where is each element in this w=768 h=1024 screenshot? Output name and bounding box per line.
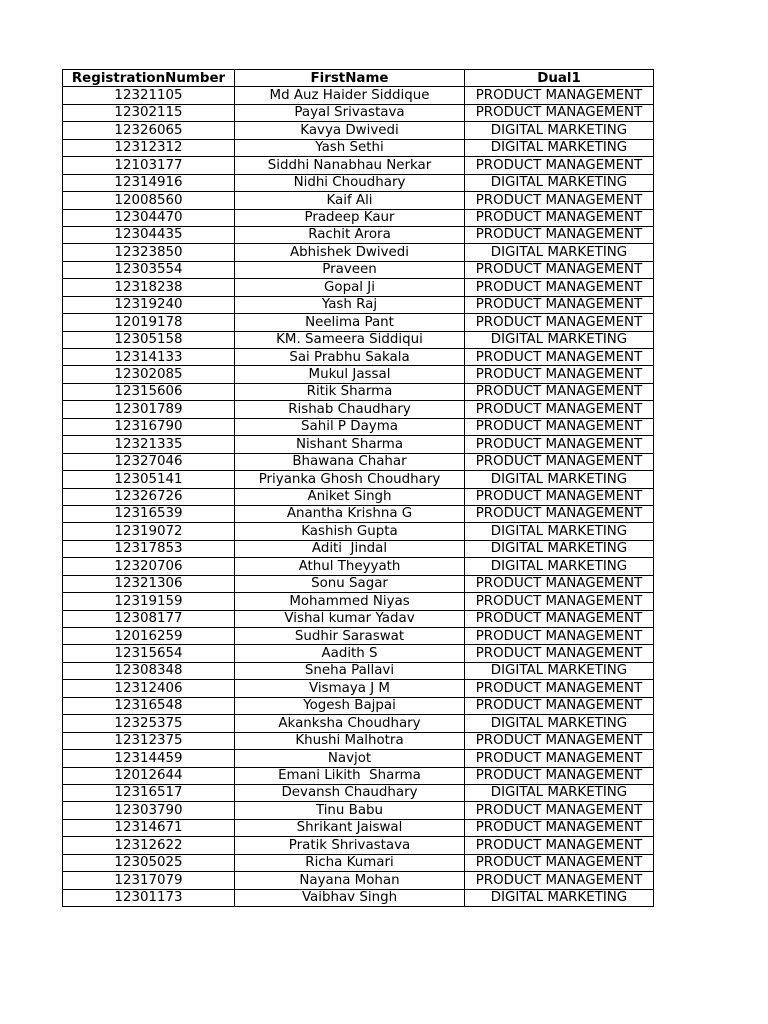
registration-number-cell: 12326065: [63, 122, 235, 139]
first-name-cell: Kavya Dwivedi: [235, 122, 465, 139]
registration-number-cell: 12319072: [63, 523, 235, 540]
registration-number-cell: 12301789: [63, 401, 235, 418]
first-name-cell: Payal Srivastava: [235, 104, 465, 121]
first-name-cell: Yogesh Bajpai: [235, 697, 465, 714]
dual1-cell: PRODUCT MANAGEMENT: [465, 418, 654, 435]
table-row: [63, 715, 654, 732]
header-first-name: FirstName: [235, 70, 465, 87]
table-row: [63, 139, 654, 156]
dual1-cell: PRODUCT MANAGEMENT: [465, 680, 654, 697]
first-name-cell: Anantha Krishna G: [235, 505, 465, 522]
first-name-cell: Rishab Chaudhary: [235, 401, 465, 418]
first-name-cell: Shrikant Jaiswal: [235, 819, 465, 836]
registration-number-cell: 12008560: [63, 192, 235, 209]
registration-number-cell: 12312406: [63, 680, 235, 697]
registration-number-cell: 12305158: [63, 331, 235, 348]
dual1-cell: PRODUCT MANAGEMENT: [465, 767, 654, 784]
first-name-cell: Bhawana Chahar: [235, 453, 465, 470]
dual1-cell: DIGITAL MARKETING: [465, 139, 654, 156]
dual1-cell: PRODUCT MANAGEMENT: [465, 296, 654, 313]
table-row: [63, 732, 654, 749]
registration-number-cell: 12305025: [63, 854, 235, 871]
first-name-cell: Yash Sethi: [235, 139, 465, 156]
registration-number-cell: 12315654: [63, 645, 235, 662]
first-name-cell: Nishant Sharma: [235, 436, 465, 453]
registration-number-cell: 12312312: [63, 139, 235, 156]
dual1-cell: PRODUCT MANAGEMENT: [465, 192, 654, 209]
first-name-cell: Tinu Babu: [235, 802, 465, 819]
dual1-cell: PRODUCT MANAGEMENT: [465, 697, 654, 714]
registration-table: [62, 69, 654, 907]
table-row: [63, 436, 654, 453]
registration-number-cell: 12303554: [63, 261, 235, 278]
dual1-cell: PRODUCT MANAGEMENT: [465, 628, 654, 645]
first-name-cell: Praveen: [235, 261, 465, 278]
first-name-cell: Vismaya J M: [235, 680, 465, 697]
table-row: [63, 453, 654, 470]
table-row: [63, 854, 654, 871]
dual1-cell: DIGITAL MARKETING: [465, 662, 654, 679]
table-row: [63, 174, 654, 191]
registration-number-cell: 12305141: [63, 471, 235, 488]
table-row: [63, 401, 654, 418]
table-row: [63, 575, 654, 592]
first-name-cell: Aditi Jindal: [235, 540, 465, 557]
table-row: [63, 750, 654, 767]
dual1-cell: PRODUCT MANAGEMENT: [465, 575, 654, 592]
dual1-cell: PRODUCT MANAGEMENT: [465, 261, 654, 278]
table-row: [63, 383, 654, 400]
first-name-cell: Mukul Jassal: [235, 366, 465, 383]
first-name-cell: Sudhir Saraswat: [235, 628, 465, 645]
dual1-cell: DIGITAL MARKETING: [465, 540, 654, 557]
registration-number-cell: 12312622: [63, 837, 235, 854]
table-row: [63, 645, 654, 662]
table-row: [63, 471, 654, 488]
first-name-cell: Gopal Ji: [235, 279, 465, 296]
table-row: [63, 610, 654, 627]
dual1-cell: DIGITAL MARKETING: [465, 244, 654, 261]
table-row: [63, 523, 654, 540]
registration-number-cell: 12303790: [63, 802, 235, 819]
dual1-cell: PRODUCT MANAGEMENT: [465, 314, 654, 331]
first-name-cell: Nayana Mohan: [235, 872, 465, 889]
first-name-cell: Sai Prabhu Sakala: [235, 349, 465, 366]
dual1-cell: PRODUCT MANAGEMENT: [465, 732, 654, 749]
table-body: [63, 87, 654, 907]
first-name-cell: Athul Theyyath: [235, 558, 465, 575]
first-name-cell: Md Auz Haider Siddique: [235, 87, 465, 104]
registration-number-cell: 12304470: [63, 209, 235, 226]
dual1-cell: PRODUCT MANAGEMENT: [465, 593, 654, 610]
registration-number-cell: 12316517: [63, 784, 235, 801]
table-row: [63, 314, 654, 331]
registration-number-cell: 12316539: [63, 505, 235, 522]
registration-number-cell: 12314916: [63, 174, 235, 191]
first-name-cell: Nidhi Choudhary: [235, 174, 465, 191]
first-name-cell: Vishal kumar Yadav: [235, 610, 465, 627]
registration-number-cell: 12304435: [63, 226, 235, 243]
first-name-cell: Sneha Pallavi: [235, 662, 465, 679]
table-row: [63, 418, 654, 435]
registration-number-cell: 12317853: [63, 540, 235, 557]
table-header: [63, 70, 654, 87]
registration-number-cell: 12316790: [63, 418, 235, 435]
first-name-cell: Vaibhav Singh: [235, 889, 465, 906]
dual1-cell: DIGITAL MARKETING: [465, 784, 654, 801]
table-row: [63, 279, 654, 296]
table-row: [63, 331, 654, 348]
dual1-cell: DIGITAL MARKETING: [465, 523, 654, 540]
registration-number-cell: 12314133: [63, 349, 235, 366]
first-name-cell: Akanksha Choudhary: [235, 715, 465, 732]
table-row: [63, 872, 654, 889]
first-name-cell: Mohammed Niyas: [235, 593, 465, 610]
first-name-cell: Siddhi Nanabhau Nerkar: [235, 157, 465, 174]
dual1-cell: PRODUCT MANAGEMENT: [465, 366, 654, 383]
registration-number-cell: 12325375: [63, 715, 235, 732]
registration-number-cell: 12318238: [63, 279, 235, 296]
dual1-cell: DIGITAL MARKETING: [465, 122, 654, 139]
dual1-cell: DIGITAL MARKETING: [465, 715, 654, 732]
dual1-cell: PRODUCT MANAGEMENT: [465, 610, 654, 627]
registration-number-cell: 12308177: [63, 610, 235, 627]
registration-number-cell: 12103177: [63, 157, 235, 174]
dual1-cell: PRODUCT MANAGEMENT: [465, 157, 654, 174]
table-row: [63, 593, 654, 610]
table-row: [63, 784, 654, 801]
registration-number-cell: 12317079: [63, 872, 235, 889]
registration-number-cell: 12320706: [63, 558, 235, 575]
table-row: [63, 157, 654, 174]
header-dual1: Dual1: [465, 70, 654, 87]
table-row: [63, 802, 654, 819]
dual1-cell: PRODUCT MANAGEMENT: [465, 488, 654, 505]
table-row: [63, 889, 654, 906]
dual1-cell: PRODUCT MANAGEMENT: [465, 383, 654, 400]
table-row: [63, 488, 654, 505]
first-name-cell: Ritik Sharma: [235, 383, 465, 400]
table-row: [63, 837, 654, 854]
table-row: [63, 540, 654, 557]
dual1-cell: PRODUCT MANAGEMENT: [465, 226, 654, 243]
dual1-cell: PRODUCT MANAGEMENT: [465, 349, 654, 366]
first-name-cell: KM. Sameera Siddiqui: [235, 331, 465, 348]
first-name-cell: Rachit Arora: [235, 226, 465, 243]
dual1-cell: PRODUCT MANAGEMENT: [465, 837, 654, 854]
dual1-cell: DIGITAL MARKETING: [465, 558, 654, 575]
dual1-cell: PRODUCT MANAGEMENT: [465, 104, 654, 121]
first-name-cell: Kashish Gupta: [235, 523, 465, 540]
dual1-cell: PRODUCT MANAGEMENT: [465, 453, 654, 470]
dual1-cell: PRODUCT MANAGEMENT: [465, 854, 654, 871]
first-name-cell: Devansh Chaudhary: [235, 784, 465, 801]
registration-number-cell: 12019178: [63, 314, 235, 331]
table-row: [63, 505, 654, 522]
dual1-cell: PRODUCT MANAGEMENT: [465, 505, 654, 522]
table-row: [63, 349, 654, 366]
first-name-cell: Abhishek Dwivedi: [235, 244, 465, 261]
dual1-cell: PRODUCT MANAGEMENT: [465, 819, 654, 836]
registration-number-cell: 12327046: [63, 453, 235, 470]
first-name-cell: Richa Kumari: [235, 854, 465, 871]
table-row: [63, 662, 654, 679]
registration-number-cell: 12321306: [63, 575, 235, 592]
dual1-cell: PRODUCT MANAGEMENT: [465, 436, 654, 453]
dual1-cell: PRODUCT MANAGEMENT: [465, 279, 654, 296]
first-name-cell: Aadith S: [235, 645, 465, 662]
dual1-cell: PRODUCT MANAGEMENT: [465, 872, 654, 889]
first-name-cell: Neelima Pant: [235, 314, 465, 331]
first-name-cell: Khushi Malhotra: [235, 732, 465, 749]
registration-number-cell: 12321105: [63, 87, 235, 104]
table-row: [63, 261, 654, 278]
registration-number-cell: 12323850: [63, 244, 235, 261]
registration-number-cell: 12314459: [63, 750, 235, 767]
table-row: [63, 104, 654, 121]
dual1-cell: PRODUCT MANAGEMENT: [465, 750, 654, 767]
first-name-cell: Priyanka Ghosh Choudhary: [235, 471, 465, 488]
registration-number-cell: 12302085: [63, 366, 235, 383]
first-name-cell: Emani Likith Sharma: [235, 767, 465, 784]
registration-number-cell: 12326726: [63, 488, 235, 505]
table-row: [63, 244, 654, 261]
table-row: [63, 366, 654, 383]
registration-number-cell: 12016259: [63, 628, 235, 645]
registration-number-cell: 12315606: [63, 383, 235, 400]
first-name-cell: Pradeep Kaur: [235, 209, 465, 226]
dual1-cell: DIGITAL MARKETING: [465, 174, 654, 191]
registration-number-cell: 12012644: [63, 767, 235, 784]
dual1-cell: PRODUCT MANAGEMENT: [465, 645, 654, 662]
registration-number-cell: 12319240: [63, 296, 235, 313]
table-row: [63, 87, 654, 104]
table-row: [63, 192, 654, 209]
table-row: [63, 558, 654, 575]
table-row: [63, 209, 654, 226]
table-row: [63, 680, 654, 697]
header-registration-number: RegistrationNumber: [63, 70, 235, 87]
table-row: [63, 819, 654, 836]
first-name-cell: Sahil P Dayma: [235, 418, 465, 435]
first-name-cell: Aniket Singh: [235, 488, 465, 505]
registration-number-cell: 12319159: [63, 593, 235, 610]
table-row: [63, 122, 654, 139]
dual1-cell: PRODUCT MANAGEMENT: [465, 802, 654, 819]
dual1-cell: DIGITAL MARKETING: [465, 331, 654, 348]
dual1-cell: PRODUCT MANAGEMENT: [465, 401, 654, 418]
first-name-cell: Sonu Sagar: [235, 575, 465, 592]
first-name-cell: Yash Raj: [235, 296, 465, 313]
dual1-cell: PRODUCT MANAGEMENT: [465, 87, 654, 104]
registration-number-cell: 12302115: [63, 104, 235, 121]
header-row: [63, 70, 654, 87]
first-name-cell: Pratik Shrivastava: [235, 837, 465, 854]
registration-number-cell: 12301173: [63, 889, 235, 906]
dual1-cell: DIGITAL MARKETING: [465, 889, 654, 906]
registration-number-cell: 12312375: [63, 732, 235, 749]
first-name-cell: Navjot: [235, 750, 465, 767]
table-row: [63, 697, 654, 714]
first-name-cell: Kaif Ali: [235, 192, 465, 209]
dual1-cell: PRODUCT MANAGEMENT: [465, 209, 654, 226]
registration-number-cell: 12321335: [63, 436, 235, 453]
dual1-cell: DIGITAL MARKETING: [465, 471, 654, 488]
table-row: [63, 226, 654, 243]
table-row: [63, 628, 654, 645]
registration-number-cell: 12316548: [63, 697, 235, 714]
table-row: [63, 296, 654, 313]
table-row: [63, 767, 654, 784]
registration-number-cell: 12314671: [63, 819, 235, 836]
registration-number-cell: 12308348: [63, 662, 235, 679]
